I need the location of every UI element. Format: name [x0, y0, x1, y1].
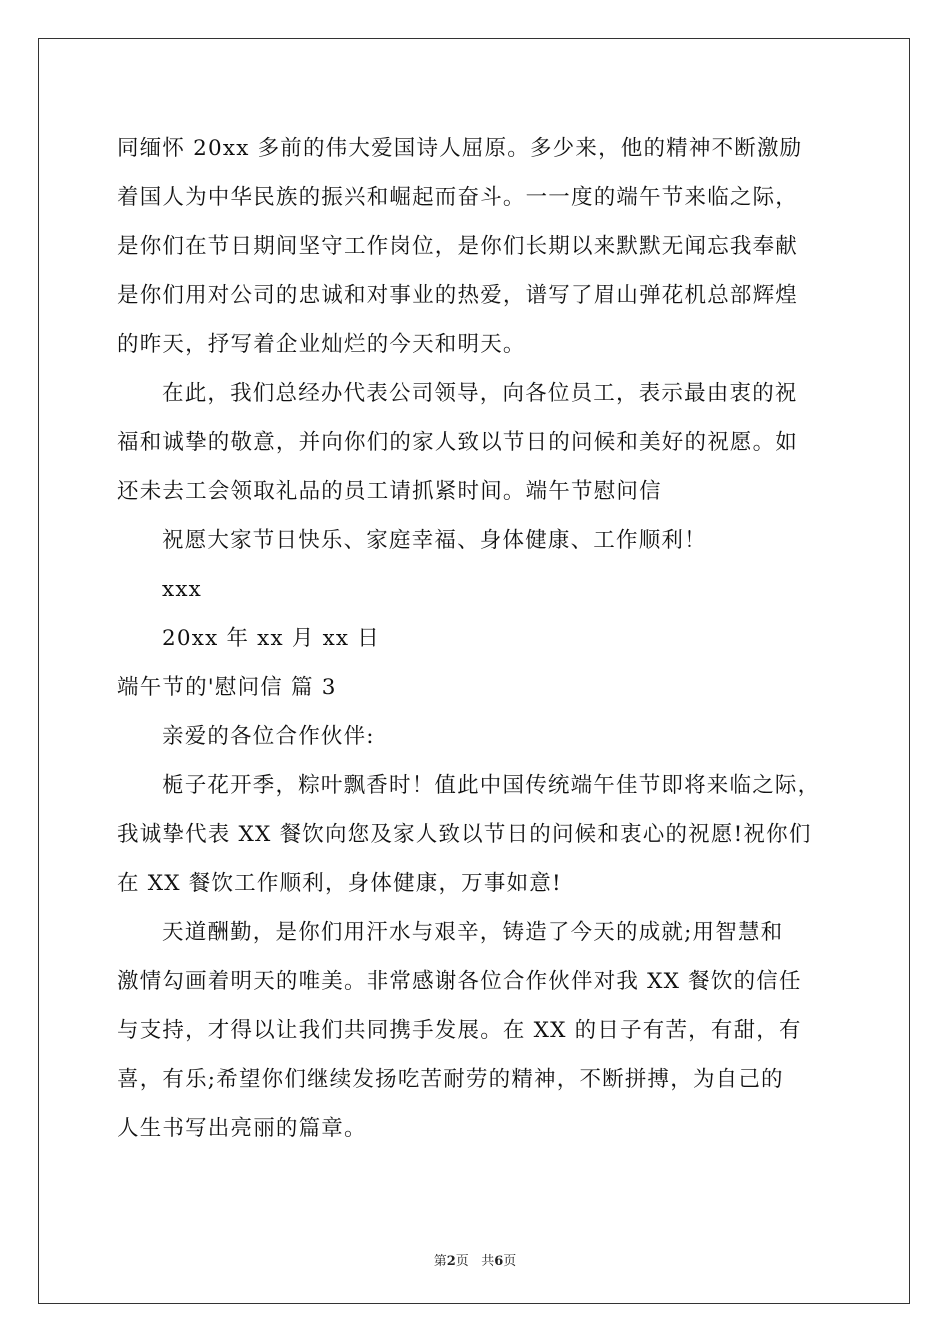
body-line: 同缅怀 20xx 多前的伟大爱国诗人屈原。多少来，他的精神不断激励: [117, 136, 803, 161]
body-line: 喜，有乐;希望你们继续发扬吃苦耐劳的精神，不断拼搏，为自己的: [117, 1067, 784, 1092]
page-footer: [0, 1250, 950, 1269]
body-line: 的昨天，抒写着企业灿烂的今天和明天。: [117, 332, 526, 357]
salutation: 亲爱的各位合作伙伴:: [162, 724, 375, 749]
total-prefix: 共: [481, 1254, 495, 1269]
body-line: 在此，我们总经办代表公司领导，向各位员工，表示最由衷的祝: [162, 381, 798, 406]
body-line: 人生书写出亮丽的篇章。: [117, 1116, 367, 1141]
body-line: 与支持，才得以让我们共同携手发展。在 XX 的日子有苦，有甜，有: [117, 1018, 802, 1043]
body-line: 天道酬勤，是你们用汗水与艰辛，铸造了今天的成就;用智慧和: [162, 920, 784, 945]
page-prefix: 第: [433, 1254, 447, 1269]
body-line: 我诚挚代表 XX 餐饮向您及家人致以节日的问候和衷心的祝愿!祝你们: [117, 822, 812, 847]
body-line: 福和诚挚的敬意，并向你们的家人致以节日的问候和美好的祝愿。如: [117, 430, 799, 455]
body-line: 是你们在节日期间坚守工作岗位，是你们长期以来默默无闻忘我奉献: [117, 234, 799, 259]
document-body: [117, 124, 833, 1153]
section-heading: 端午节的'慰问信 篇 3: [117, 675, 337, 700]
body-line: 在 XX 餐饮工作顺利，身体健康，万事如意!: [117, 871, 562, 896]
total-suffix: 页: [503, 1254, 517, 1269]
closing-wish: 祝愿大家节日快乐、家庭幸福、身体健康、工作顺利！: [162, 528, 707, 553]
body-line: 激情勾画着明天的唯美。非常感谢各位合作伙伴对我 XX 餐饮的信任: [117, 969, 802, 994]
page-suffix: 页: [455, 1254, 469, 1269]
current-page-number: 2: [446, 1254, 456, 1269]
body-line: 栀子花开季，粽叶飘香时！值此中国传统端午佳节即将来临之际，: [162, 773, 821, 798]
body-line: 还未去工会领取礼品的员工请抓紧时间。端午节慰问信: [117, 479, 662, 504]
body-line: 着国人为中华民族的振兴和崛起而奋斗。一一度的端午节来临之际，: [117, 185, 799, 210]
body-line: 是你们用对公司的忠诚和对事业的热爱，谱写了眉山弹花机总部辉煌: [117, 283, 799, 308]
date-line: 20xx 年 xx 月 xx 日: [162, 626, 380, 651]
total-pages-number: 6: [494, 1254, 504, 1269]
signature: xxx: [162, 577, 202, 602]
